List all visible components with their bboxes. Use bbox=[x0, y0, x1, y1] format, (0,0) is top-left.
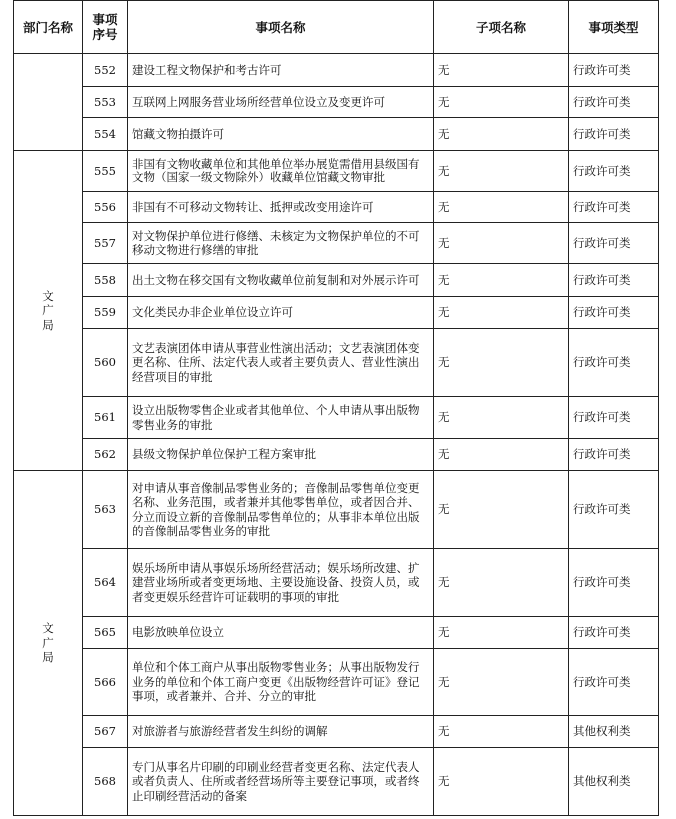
item-number: 565 bbox=[83, 617, 128, 649]
header-type: 事项类型 bbox=[569, 1, 659, 54]
sub-item: 无 bbox=[434, 471, 569, 549]
table-row bbox=[14, 716, 659, 748]
item-number: 562 bbox=[83, 439, 128, 471]
table-row bbox=[14, 297, 659, 329]
sub-item: 无 bbox=[434, 716, 569, 748]
sub-item: 无 bbox=[434, 617, 569, 649]
item-name: 县级文物保护单位保护工程方案审批 bbox=[128, 439, 434, 471]
item-type: 其他权利类 bbox=[569, 716, 659, 748]
sub-item: 无 bbox=[434, 549, 569, 617]
item-type: 行政许可类 bbox=[569, 329, 659, 397]
dept-name: 文 广 局 bbox=[42, 288, 54, 332]
header-row bbox=[14, 1, 659, 54]
sub-item: 无 bbox=[434, 118, 569, 151]
dept-cell-blank bbox=[14, 54, 83, 151]
header-seq: 事项 序号 bbox=[83, 1, 128, 54]
table-row bbox=[14, 87, 659, 118]
dept-cell bbox=[14, 151, 83, 471]
item-type: 其他权利类 bbox=[569, 748, 659, 816]
item-type: 行政许可类 bbox=[569, 471, 659, 549]
item-number: 555 bbox=[83, 151, 128, 192]
item-name: 互联网上网服务营业场所经营单位设立及变更许可 bbox=[128, 87, 434, 118]
item-number: 557 bbox=[83, 223, 128, 264]
table-row bbox=[14, 118, 659, 151]
sub-item: 无 bbox=[434, 54, 569, 87]
table-row bbox=[14, 397, 659, 439]
item-name: 非国有文物收藏单位和其他单位举办展览需借用县级国有文物（国家一级文物除外）收藏单位馆藏文物审批 bbox=[128, 151, 434, 192]
table-row bbox=[14, 264, 659, 297]
item-type: 行政许可类 bbox=[569, 192, 659, 223]
item-type: 行政许可类 bbox=[569, 264, 659, 297]
item-number: 560 bbox=[83, 329, 128, 397]
item-name: 文化类民办非企业单位设立许可 bbox=[128, 297, 434, 329]
item-type: 行政许可类 bbox=[569, 223, 659, 264]
item-name: 单位和个体工商户从事出版物零售业务；从事出版物发行业务的单位和个体工商户变更《出版物经营许可证》登记事项，或者兼并、合并、分立的审批 bbox=[128, 649, 434, 716]
item-number: 556 bbox=[83, 192, 128, 223]
item-number: 552 bbox=[83, 54, 128, 87]
table-row bbox=[14, 439, 659, 471]
dept-cell bbox=[14, 471, 83, 816]
items-table bbox=[13, 0, 659, 816]
sub-item: 无 bbox=[434, 397, 569, 439]
sub-item: 无 bbox=[434, 329, 569, 397]
item-number: 561 bbox=[83, 397, 128, 439]
item-name: 建设工程文物保护和考古许可 bbox=[128, 54, 434, 87]
item-type: 行政许可类 bbox=[569, 549, 659, 617]
table-row bbox=[14, 329, 659, 397]
item-number: 559 bbox=[83, 297, 128, 329]
item-type: 行政许可类 bbox=[569, 297, 659, 329]
header-sub: 子项名称 bbox=[434, 1, 569, 54]
item-type: 行政许可类 bbox=[569, 118, 659, 151]
item-number: 554 bbox=[83, 118, 128, 151]
item-type: 行政许可类 bbox=[569, 87, 659, 118]
item-name: 电影放映单位设立 bbox=[128, 617, 434, 649]
table-row bbox=[14, 151, 659, 192]
sub-item: 无 bbox=[434, 439, 569, 471]
item-number: 563 bbox=[83, 471, 128, 549]
table-row bbox=[14, 471, 659, 549]
sub-item: 无 bbox=[434, 151, 569, 192]
item-name: 文艺表演团体申请从事营业性演出活动；文艺表演团体变更名称、住所、法定代表人或者主要负责人、营业性演出经营项目的审批 bbox=[128, 329, 434, 397]
table-row bbox=[14, 54, 659, 87]
item-name: 专门从事名片印刷的印刷业经营者变更名称、法定代表人或者负责人、住所或者经营场所等主要登记事项，或者终止印刷经营活动的备案 bbox=[128, 748, 434, 816]
item-type: 行政许可类 bbox=[569, 397, 659, 439]
table-row bbox=[14, 223, 659, 264]
sub-item: 无 bbox=[434, 192, 569, 223]
header-item: 事项名称 bbox=[128, 1, 434, 54]
item-name: 设立出版物零售企业或者其他单位、个人申请从事出版物零售业务的审批 bbox=[128, 397, 434, 439]
item-type: 行政许可类 bbox=[569, 54, 659, 87]
item-number: 558 bbox=[83, 264, 128, 297]
item-number: 566 bbox=[83, 649, 128, 716]
item-number: 567 bbox=[83, 716, 128, 748]
sub-item: 无 bbox=[434, 264, 569, 297]
table-row bbox=[14, 617, 659, 649]
table-row bbox=[14, 748, 659, 816]
item-number: 553 bbox=[83, 87, 128, 118]
sub-item: 无 bbox=[434, 649, 569, 716]
sub-item: 无 bbox=[434, 748, 569, 816]
item-name: 对旅游者与旅游经营者发生纠纷的调解 bbox=[128, 716, 434, 748]
item-number: 568 bbox=[83, 748, 128, 816]
sub-item: 无 bbox=[434, 87, 569, 118]
item-name: 馆藏文物拍摄许可 bbox=[128, 118, 434, 151]
item-type: 行政许可类 bbox=[569, 649, 659, 716]
item-type: 行政许可类 bbox=[569, 439, 659, 471]
sub-item: 无 bbox=[434, 297, 569, 329]
table-row bbox=[14, 649, 659, 716]
item-type: 行政许可类 bbox=[569, 617, 659, 649]
item-name: 娱乐场所申请从事娱乐场所经营活动；娱乐场所改建、扩建营业场所或者变更场地、主要设施设备、投资人员，或者变更娱乐经营许可证载明的事项的审批 bbox=[128, 549, 434, 617]
item-name: 出土文物在移交国有文物收藏单位前复制和对外展示许可 bbox=[128, 264, 434, 297]
item-name: 非国有不可移动文物转让、抵押或改变用途许可 bbox=[128, 192, 434, 223]
item-name: 对申请从事音像制品零售业务的；音像制品零售单位变更名称、业务范围，或者兼并其他零售单位，或者因合并、分立而设立新的音像制品零售单位的；从事非本单位出版的音像制品零售业务的审批 bbox=[128, 471, 434, 549]
table-row bbox=[14, 549, 659, 617]
table-row bbox=[14, 192, 659, 223]
item-name: 对文物保护单位进行修缮、未核定为文物保护单位的不可移动文物进行修缮的审批 bbox=[128, 223, 434, 264]
header-dept: 部门名称 bbox=[14, 1, 83, 54]
item-type: 行政许可类 bbox=[569, 151, 659, 192]
item-number: 564 bbox=[83, 549, 128, 617]
sub-item: 无 bbox=[434, 223, 569, 264]
dept-name: 文 广 局 bbox=[42, 621, 54, 665]
